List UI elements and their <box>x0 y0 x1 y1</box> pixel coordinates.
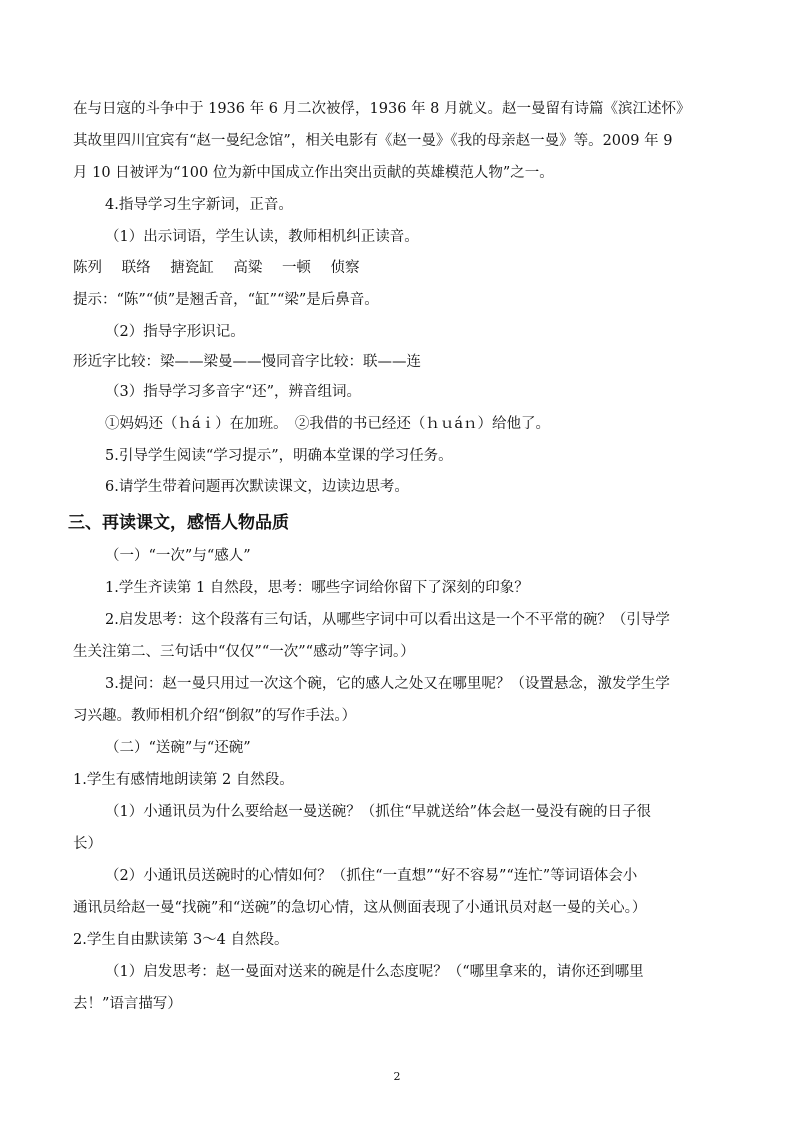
paragraph-line: 1.学生齐读第 1 自然段，思考：哪些字词给你留下了深刻的印象？ <box>105 580 529 596</box>
paragraph-line: 月 10 日被评为“100 位为新中国成立作出突出贡献的英雄模范人物”之一。 <box>73 165 554 181</box>
paragraph-line: 去！”语言描写） <box>73 996 182 1012</box>
paragraph-line: 5.引导学生阅读“学习提示”，明确本堂课的学习任务。 <box>105 448 453 464</box>
vocab-word: 搪瓷缸 <box>170 260 214 276</box>
vocab-word: 联络 <box>121 260 151 276</box>
subsection-heading: （二）“送碗”与“还碗” <box>105 740 251 756</box>
paragraph-line: （2）小通讯员送碗时的心情如何？（抓住“一直想”“好不容易”“连忙”等词语体会小 <box>105 868 638 884</box>
paragraph-line: 6.请学生带着问题再次默读课文，边读边思考。 <box>105 479 409 495</box>
paragraph-line: 2.学生自由默读第 3～4 自然段。 <box>73 932 289 948</box>
paragraph-line: 在与日寇的斗争中于 1936 年 6 月二次被俘，1936 年 8 月就义。赵一曼留有诗篇《滨江述怀》 <box>73 101 691 117</box>
paragraph-line: 3.提问：赵一曼只用过一次这个碗，它的感人之处又在哪里呢？（设置悬念，激发学生学 <box>105 676 670 692</box>
paragraph-line: ①妈妈还（ｈáｉ）在加班。 ②我借的书已经还（ｈｕáｎ）给他了。 <box>105 416 551 432</box>
paragraph-line: 长） <box>73 836 102 852</box>
paragraph-line: 其故里四川宜宾有“赵一曼纪念馆”，相关电影有《赵一曼》《我的母亲赵一曼》等。2009 年 9 <box>73 133 673 149</box>
subsection-heading: （一）“一次”与“感人” <box>105 548 251 564</box>
paragraph-line: 生关注第二、三句话中“仅仅”“一次”“感动”等字词。） <box>73 644 415 660</box>
paragraph-line: （1）启发思考：赵一曼面对送来的碗是什么态度呢？（“哪里拿来的，请你还到哪里 <box>105 964 644 980</box>
paragraph-line: （3）指导学习多音字“还”，辨音组词。 <box>105 384 362 400</box>
paragraph-line: 习兴趣。教师相机介绍“倒叙”的写作手法。） <box>73 708 357 724</box>
vocab-word: 高粱 <box>233 260 263 276</box>
paragraph-line: （1）小通讯员为什么要给赵一曼送碗？（抓住“早就送给”体会赵一曼没有碗的日子很 <box>105 804 652 820</box>
paragraph-line: 1.学生有感情地朗读第 2 自然段。 <box>73 772 294 788</box>
page-number: 2 <box>393 1070 401 1083</box>
paragraph-line: 4.指导学习生字新词，正音。 <box>105 197 293 213</box>
vocabulary-list <box>73 258 375 278</box>
paragraph-line: 形近字比较：梁——梁曼——慢同音字比较：联——连 <box>73 354 421 370</box>
paragraph-line: 通讯员给赵一曼“找碗”和“送碗”的急切心情，这从侧面表现了小通讯员对赵一曼的关心。） <box>73 900 647 916</box>
vocab-word: 陈列 <box>73 260 102 276</box>
section-heading: 三、再读课文，感悟人物品质 <box>68 513 289 533</box>
vocab-word: 一顿 <box>281 260 311 276</box>
paragraph-line: （2）指导字形识记。 <box>105 324 245 340</box>
paragraph-line: （1）出示词语，学生认读，教师相机纠正读音。 <box>105 229 419 245</box>
paragraph-line: 2.启发思考：这个段落有三句话，从哪些字词中可以看出这是一个不平常的碗？（引导学 <box>105 612 670 628</box>
paragraph-line: 提示：“陈”“侦”是翘舌音，“缸”“梁”是后鼻音。 <box>73 292 379 308</box>
vocab-word: 侦察 <box>330 260 360 276</box>
